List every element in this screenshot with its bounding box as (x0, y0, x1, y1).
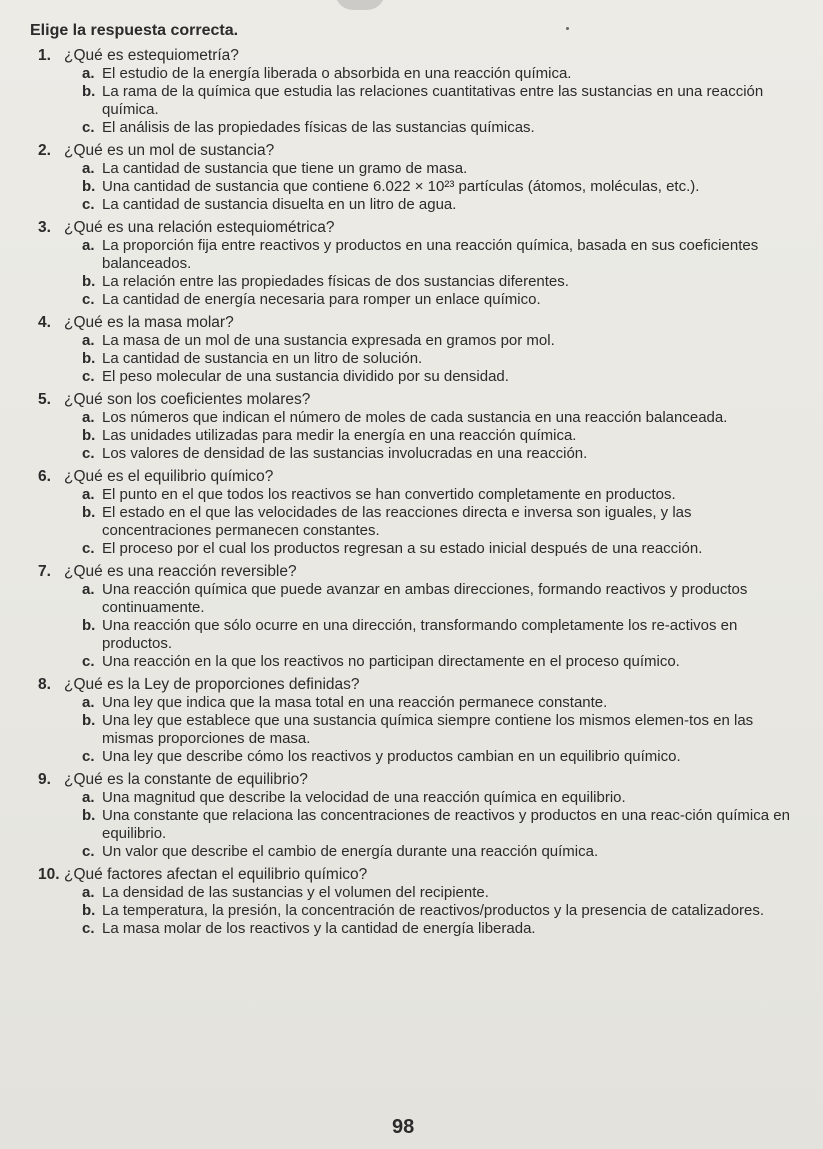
answer-option[interactable] (82, 653, 790, 671)
answer-option[interactable] (82, 291, 790, 309)
question-text: ¿Qué es estequiometría? (64, 47, 239, 64)
option-letter: c. (82, 748, 95, 765)
question-number: 1. (38, 47, 51, 64)
question-stem (30, 562, 790, 581)
question-stem (30, 770, 790, 789)
question-stem (30, 141, 790, 160)
option-letter: c. (82, 119, 95, 136)
option-letter: b. (82, 902, 96, 919)
option-text: Los números que indican el número de moles de cada sustancia en una reacción balanceada. (102, 409, 728, 426)
option-text: El proceso por el cual los productos regresan a su estado inicial después de una reacción. (102, 540, 703, 557)
option-letter: c. (82, 540, 95, 557)
option-letter: a. (82, 486, 95, 503)
question-number: 7. (38, 563, 51, 580)
answer-option[interactable] (82, 581, 790, 617)
answer-option[interactable] (82, 712, 790, 748)
question-number: 4. (38, 314, 51, 331)
answer-option[interactable] (82, 843, 790, 861)
answer-option[interactable] (82, 65, 790, 83)
option-letter: c. (82, 920, 95, 937)
option-text: La cantidad de sustancia que tiene un gramo de masa. (102, 160, 468, 177)
option-text: Las unidades utilizadas para medir la energía en una reacción química. (102, 427, 577, 444)
option-text: La relación entre las propiedades físicas de dos sustancias diferentes. (102, 273, 569, 290)
question-item (30, 675, 790, 766)
option-text: Una reacción química que puede avanzar en ambas direcciones, formando reactivos y productos continuamente. (102, 581, 748, 616)
question-number: 5. (38, 391, 51, 408)
question-text: ¿Qué es el equilibrio químico? (64, 468, 274, 485)
speck-mark (566, 27, 569, 30)
page-number: 98 (392, 1116, 415, 1138)
option-letter: b. (82, 83, 96, 100)
option-text: Una reacción que sólo ocurre en una dirección, transformando completamente los re-activos en productos. (102, 617, 738, 652)
answer-option[interactable] (82, 237, 790, 273)
option-letter: a. (82, 409, 95, 426)
option-letter: a. (82, 884, 95, 901)
question-item (30, 770, 790, 861)
option-text: Una magnitud que describe la velocidad de una reacción química en equilibrio. (102, 789, 626, 806)
question-number: 3. (38, 219, 51, 236)
question-number: 6. (38, 468, 51, 485)
answer-option[interactable] (82, 350, 790, 368)
answer-option[interactable] (82, 368, 790, 386)
question-stem (30, 390, 790, 409)
answer-option[interactable] (82, 694, 790, 712)
option-text: El estado en el que las velocidades de las reacciones directa e inversa son iguales, y las concentraciones permanecen constantes. (102, 504, 692, 539)
option-text: El análisis de las propiedades físicas de las sustancias químicas. (102, 119, 535, 136)
answer-option[interactable] (82, 902, 790, 920)
option-letter: c. (82, 291, 95, 308)
question-stem (30, 46, 790, 65)
answer-option[interactable] (82, 540, 790, 558)
option-letter: b. (82, 617, 96, 634)
question-number: 2. (38, 142, 51, 159)
answer-option[interactable] (82, 409, 790, 427)
option-text: El punto en el que todos los reactivos se han convertido completamente en productos. (102, 486, 676, 503)
option-text: La masa molar de los reactivos y la cantidad de energía liberada. (102, 920, 536, 937)
question-text: ¿Qué es un mol de sustancia? (64, 142, 275, 159)
option-letter: c. (82, 368, 95, 385)
answer-option[interactable] (82, 427, 790, 445)
question-number: 9. (38, 771, 51, 788)
option-text: La cantidad de sustancia disuelta en un litro de agua. (102, 196, 457, 213)
question-number: 8. (38, 676, 51, 693)
question-text: ¿Qué es la constante de equilibrio? (64, 771, 308, 788)
option-text: La densidad de las sustancias y el volumen del recipiente. (102, 884, 489, 901)
option-text: El estudio de la energía liberada o absorbida en una reacción química. (102, 65, 572, 82)
question-item (30, 141, 790, 214)
answer-option[interactable] (82, 789, 790, 807)
answer-option[interactable] (82, 486, 790, 504)
option-letter: a. (82, 237, 95, 254)
option-text: La cantidad de energía necesaria para romper un enlace químico. (102, 291, 541, 308)
answer-option[interactable] (82, 83, 790, 119)
question-item (30, 390, 790, 463)
option-letter: a. (82, 694, 95, 711)
question-item (30, 46, 790, 137)
question-text: ¿Qué es la Ley de proporciones definidas? (64, 676, 360, 693)
question-text: ¿Qué es una reacción reversible? (64, 563, 297, 580)
option-letter: c. (82, 843, 95, 860)
question-text: ¿Qué factores afectan el equilibrio químico? (64, 866, 368, 883)
question-stem (30, 313, 790, 332)
option-letter: c. (82, 653, 95, 670)
answer-option[interactable] (82, 178, 790, 196)
option-letter: b. (82, 712, 96, 729)
option-text: Una reacción en la que los reactivos no participan directamente en el proceso químico. (102, 653, 680, 670)
question-number: 10. (38, 866, 60, 883)
option-text: Una cantidad de sustancia que contiene 6.022 × 10²³ partículas (átomos, moléculas, etc.). (102, 178, 700, 195)
option-text: Una ley que establece que una sustancia química siempre contiene los mismos elemen-tos en las mismas proporciones de masa. (102, 712, 754, 747)
answer-option[interactable] (82, 332, 790, 350)
option-letter: c. (82, 445, 95, 462)
question-stem (30, 865, 790, 884)
question-text: ¿Qué es una relación estequiométrica? (64, 219, 335, 236)
question-item (30, 467, 790, 558)
option-letter: a. (82, 332, 95, 349)
answer-option[interactable] (82, 920, 790, 938)
option-letter: a. (82, 581, 95, 598)
option-text: La rama de la química que estudia las relaciones cuantitativas entre las sustancias en una reacción química. (102, 83, 764, 118)
option-letter: b. (82, 504, 96, 521)
answer-option[interactable] (82, 445, 790, 463)
option-letter: c. (82, 196, 95, 213)
option-text: La proporción fija entre reactivos y productos en una reacción química, basada en sus coeficientes balanceados. (102, 237, 759, 272)
option-text: La masa de un mol de una sustancia expresada en gramos por mol. (102, 332, 555, 349)
answer-option[interactable] (82, 884, 790, 902)
instruction-heading: Elige la respuesta correcta. (30, 22, 239, 39)
option-text: Una ley que describe cómo los reactivos y productos cambian en un equilibrio químico. (102, 748, 681, 765)
question-list (30, 46, 790, 942)
option-text: Un valor que describe el cambio de energía durante una reacción química. (102, 843, 599, 860)
answer-option[interactable] (82, 748, 790, 766)
answer-option[interactable] (82, 160, 790, 178)
answer-option[interactable] (82, 807, 790, 843)
option-letter: b. (82, 350, 96, 367)
answer-option[interactable] (82, 196, 790, 214)
question-stem (30, 218, 790, 237)
option-letter: a. (82, 65, 95, 82)
option-text: El peso molecular de una sustancia dividido por su densidad. (102, 368, 509, 385)
answer-option[interactable] (82, 273, 790, 291)
option-letter: b. (82, 427, 96, 444)
answer-option[interactable] (82, 617, 790, 653)
option-text: La cantidad de sustancia en un litro de solución. (102, 350, 423, 367)
option-text: Los valores de densidad de las sustancias involucradas en una reacción. (102, 445, 588, 462)
question-item (30, 865, 790, 938)
option-letter: b. (82, 807, 96, 824)
question-stem (30, 467, 790, 486)
option-letter: a. (82, 160, 95, 177)
option-letter: b. (82, 273, 96, 290)
option-text: La temperatura, la presión, la concentración de reactivos/productos y la presencia de catalizadores. (102, 902, 765, 919)
question-item (30, 313, 790, 386)
answer-option[interactable] (82, 119, 790, 137)
option-letter: b. (82, 178, 96, 195)
option-letter: a. (82, 789, 95, 806)
top-edge-mark (335, 0, 385, 10)
question-text: ¿Qué son los coeficientes molares? (64, 391, 311, 408)
question-item (30, 562, 790, 671)
question-item (30, 218, 790, 309)
answer-option[interactable] (82, 504, 790, 540)
option-text: Una constante que relaciona las concentraciones de reactivos y productos en una reac-ción química en equilibrio. (102, 807, 790, 842)
question-text: ¿Qué es la masa molar? (64, 314, 234, 331)
option-text: Una ley que indica que la masa total en una reacción permanece constante. (102, 694, 608, 711)
question-stem (30, 675, 790, 694)
